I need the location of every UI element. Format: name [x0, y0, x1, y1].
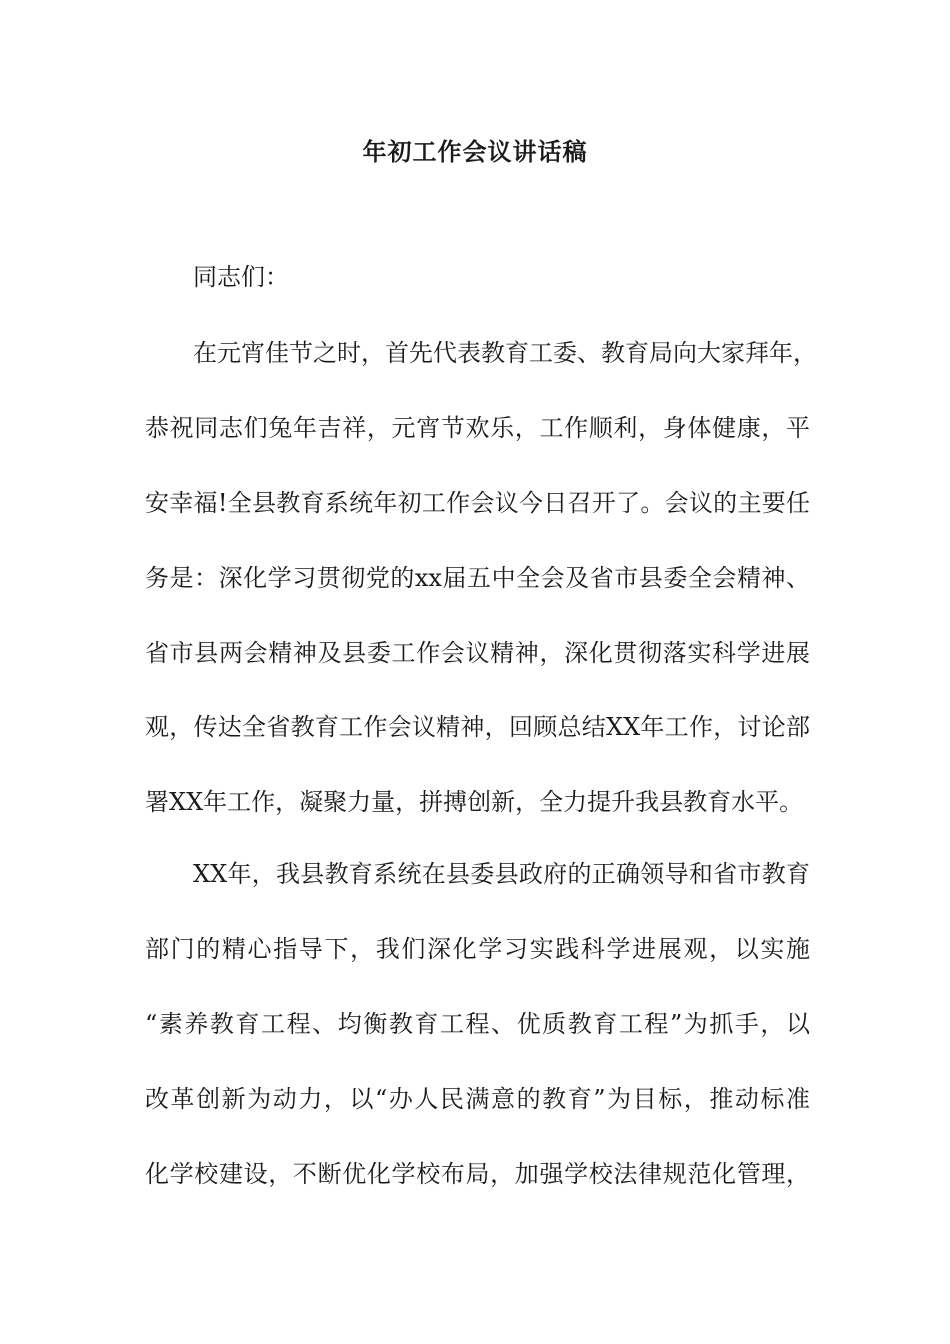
- paragraph-2-line-2: 部门的精心指导下，我们深化学习实践科学进展观，以实施: [145, 935, 810, 963]
- paragraph-1-line-6: 观，传达全省教育工作会议精神，回顾总结XX年工作，讨论部: [145, 713, 810, 741]
- paragraph-2-line-5: 化学校建设，不断优化学校布局，加强学校法律规范化管理，: [145, 1160, 810, 1188]
- paragraph-1-line-3: 安幸福!全县教育系统年初工作会议今日召开了。会议的主要任: [145, 489, 810, 517]
- paragraph-1-line-1: 在元宵佳节之时，首先代表教育工委、教育局向大家拜年，: [193, 339, 817, 367]
- paragraph-1-line-5: 省市县两会精神及县委工作会议精神，深化贯彻落实科学进展: [145, 639, 810, 667]
- paragraph-1-line-4: 务是：深化学习贯彻党的xx届五中全会及省市县委全会精神、: [145, 564, 810, 592]
- paragraph-1-line-7: 署XX年工作，凝聚力量，拼搏创新，全力提升我县教育水平。: [145, 788, 804, 816]
- paragraph-1-line-2: 恭祝同志们兔年吉祥，元宵节欢乐，工作顺利，身体健康，平: [145, 414, 810, 442]
- paragraph-2-line-4: 改革创新为动力，以“办人民满意的教育”为目标，推动标准: [145, 1085, 810, 1113]
- paragraph-2-line-1: XX年，我县教育系统在县委县政府的正确领导和省市教育: [193, 860, 810, 888]
- paragraph-2-line-3: “素养教育工程、均衡教育工程、优质教育工程”为抓手，以: [145, 1010, 810, 1038]
- salutation: 同志们：: [193, 263, 289, 291]
- document-title: 年初工作会议讲话稿: [362, 137, 588, 166]
